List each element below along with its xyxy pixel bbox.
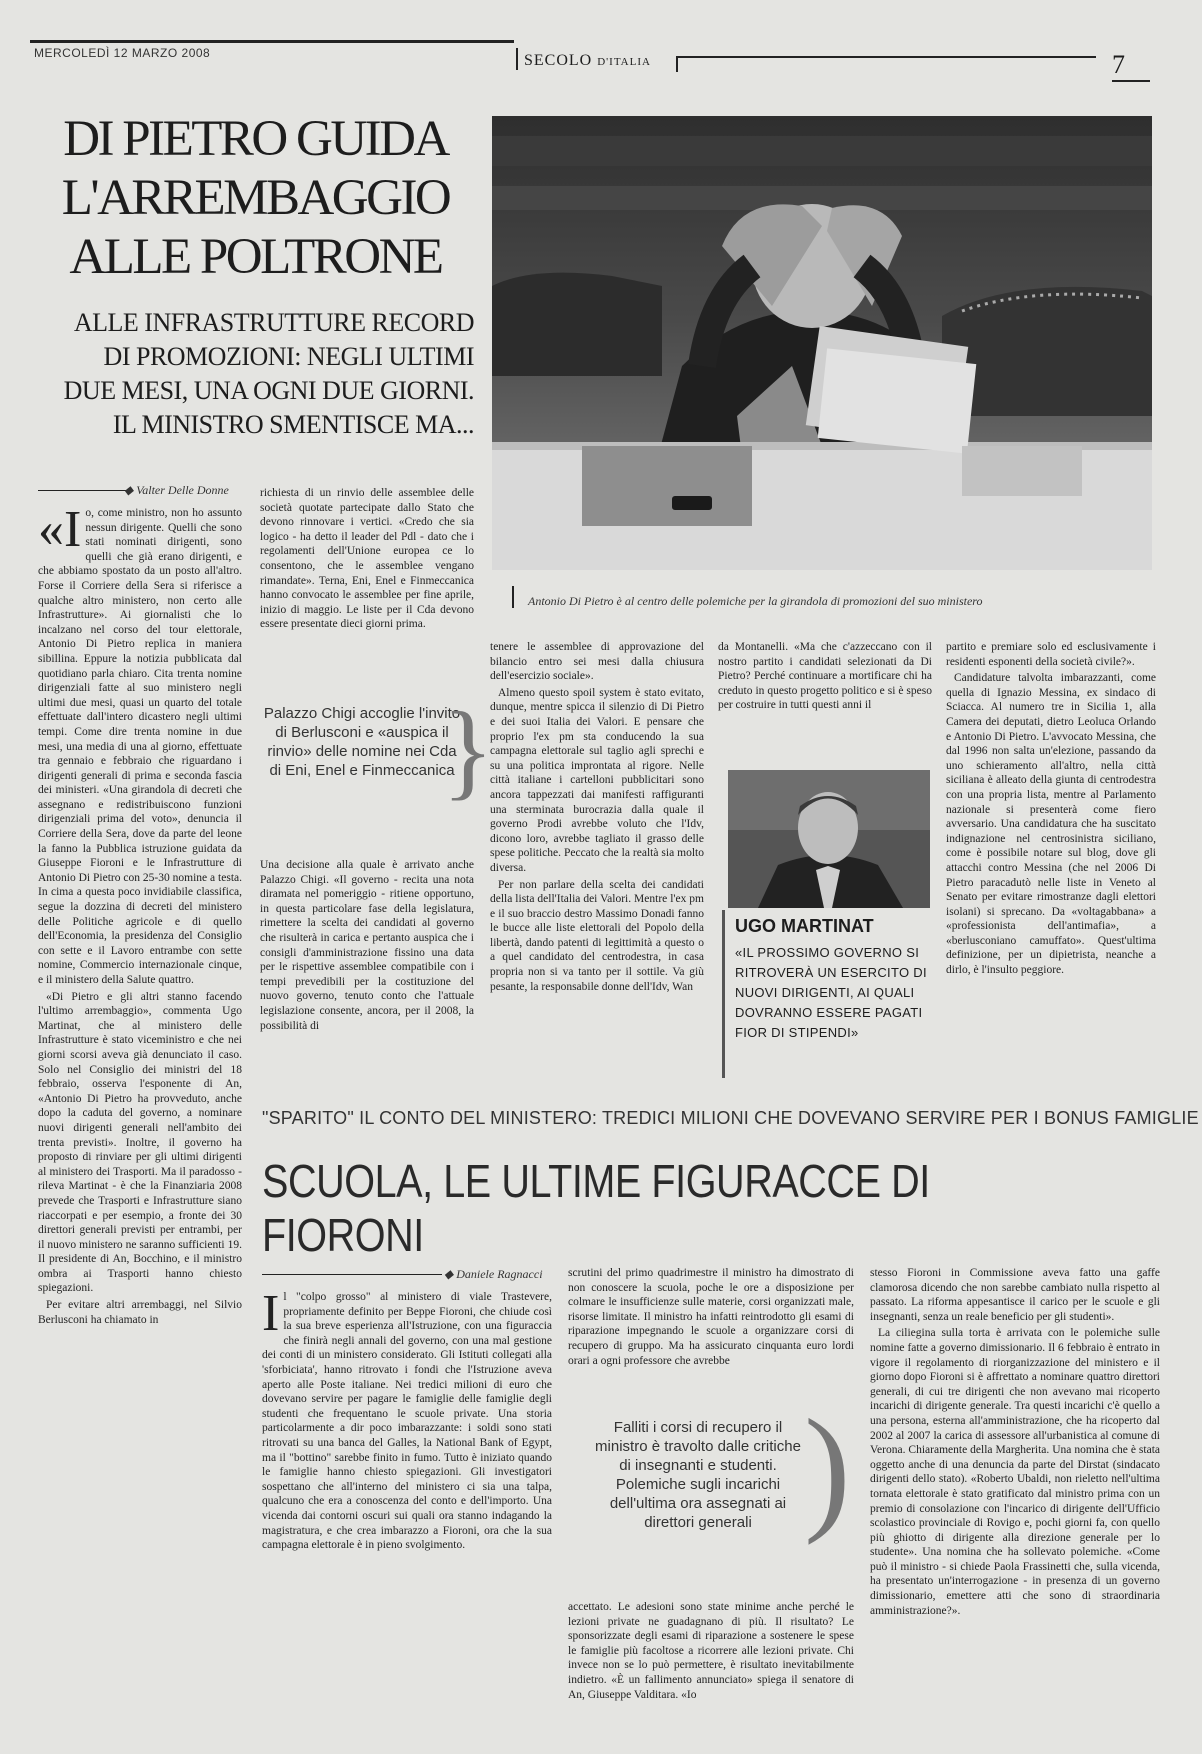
byline-rule <box>38 490 128 491</box>
page-number: 7 <box>1112 50 1125 79</box>
dropcap: «I <box>38 506 82 558</box>
article-paragraph: da Montanelli. «Ma che c'azzeccano con il nostro partito i candidati selezionati da Di Pietro? Perché continuare a mortificare chi ha creduto in questo progetto politico e si è speso per costruire in tutti questi anni il <box>718 641 932 712</box>
author-name: Daniele Ragnacci <box>456 1267 543 1281</box>
article2-byline: ◆ Daniele Ragnacci <box>444 1267 543 1281</box>
article-paragraph: stesso Fioroni in Commissione aveva fatto una gaffe clamorosa dicendo che non sarebbe cambiato nulla rispetto al passato. La riforma appesantisce il carico per le scuole e gli insegnanti, senza un reale beneficio per gli studenti». <box>870 1267 1160 1323</box>
article-paragraph: richiesta di un rinvio delle assemblee delle società quotate partecipate dallo Stato che devono rinnovare i vertici. «Credo che sia logico - ha detto il leader del Pdl - dato che i regolamenti dell'Unione europea ce lo consentono, che le assemblee vengano rimandate». Terna, Eni, Enel e Finmeccanica hanno convocato le assemblee per fine aprile, inizio di maggio. Le liste per il Cda devono essere presentate dieci giorni prima. <box>260 487 474 631</box>
author-name: Valter Delle Donne <box>136 483 229 497</box>
article2-pull-quote: Falliti i corsi di recupero il ministro è travolto dalle critiche di insegnanti e studenti. Polemiche sugli incarichi dell'ultima ora assegnati ai direttori generali <box>595 1419 801 1531</box>
article-paragraph <box>38 506 242 988</box>
interview-quote: «IL PROSSIMO GOVERNO SI RITROVERÀ UN ESERCITO DI NUOVI DIRIGENTI, AI QUALI DOVRANNO ESSERE PAGATI FIOR DI STIPENDI» <box>735 945 927 1040</box>
article-paragraph: tenere le assemblee di approvazione del bilancio entro sei mesi dalla chiusura dell'esercizio sociale». <box>490 641 704 683</box>
caption-marker <box>512 586 514 608</box>
article-paragraph: Candidature talvolta imbarazzanti, come quella di Ignazio Messina, ex sindaco di Sciacca. Al numero tre in Sicilia 1, alla Camera dei deputati, dietro Leoluca Orlando e Antonio Di Pietro. L'avvocato Messina, che dal 1996 non salta un'elezione, passando da uno schieramento all'altro, nella città siciliana è alleato della giunta di centrodestra con una propria lista, mentre al Parlamento nazionale si presenterà come fiero avversario. Una candidatura che ha suscitato indignazione nel centrosinistra siciliano, come è possibile notare sul blog, dove gli attacchi contro Messina (che nel 2006 Di Pietro paracadutò nelle liste in Veneto al Senato per evitare rimostranze dagli elettori isolani) si sprecano. Da «voltagabbana» a «professionista dell'antimafia», a «berlusconiano camuffato». Quest'ultima definizione, per un dipietrista, neanche a dirlo, è l'insulto peggiore. <box>946 672 1156 977</box>
article1-subhead <box>34 306 474 442</box>
article1-byline: ◆ Valter Delle Donne <box>124 483 229 497</box>
pull-quote-brace: ) <box>804 1391 851 1546</box>
header-tick <box>676 56 678 72</box>
headline-line: ALLE POLTRONE <box>69 229 442 285</box>
photo-caption: Antonio Di Pietro è al centro delle polemiche per la girandola di promozioni del suo ministero <box>528 594 983 608</box>
article2-column-3 <box>870 1266 1160 1732</box>
subhead-line: DUE MESI, UNA OGNI DUE GIORNI. <box>63 376 474 405</box>
page-number-underline <box>1112 80 1150 82</box>
article-paragraph: La ciliegina sulla torta è arrivata con le polemiche sulle nomine fatte a governo dimissionario. Il 6 febbraio è entrato in vigore il regolamento di riorganizzazione del ministero e il giorno dopo Fioroni si è affrettato a nominare quattro direttori generali, di cui tre dirigenti che non avevano mai ricoperto incarichi di dirigente generale. Tra questi incarichi c'è quello a una persona, esterna all'amministrazione, che ha ricoperto dal 2002 al 2007 la carica di assessore all'urbanistica al comune di Verona. Chiaramente della Margherita. Una nomina che è stata oggetto anche di una denuncia da parte del Dirstat (sindacato dirigenti dello stato). «Roberto Ubaldi, non rieletto nell'ultima tornata elettorale è stato gratificato dal ministro prima con un premio di consolazione con l'incarico di dirigente dell'Ufficio scolastico provinciale di Rovigo e, pochi giorni fa, con quello più ghiotto di dirigente alla direzione generale per lo studente». Una nomina che ha sollevato polemiche. «Come può il ministro - si chiede Paola Frassinetti che, sulla vicenda, ha presentato un'interrogazione - in presenza di un governo dimissionario, emettere atti che sono di straordinaria amministrazione?». <box>870 1327 1160 1617</box>
header-date: MERCOLEDÌ 12 MARZO 2008 <box>34 46 211 60</box>
pull-quote-brace: } <box>442 691 494 810</box>
interview-name: UGO MARTINAT <box>735 916 874 936</box>
main-photo-illustration <box>492 116 1152 570</box>
article-paragraph: Una decisione alla quale è arrivato anche Palazzo Chigi. «Il governo - recita una nota diramata nel pomeriggio - ritiene opportuno, in questa particolare fase della legislatura, rimettere la scelta dei candidati al governo che risulterà in carica e pertanto auspica che i consigli d'amministrazione fissino una data per le rispettive assemblee compatibile con i tempi prevedibili per la costituzione del nuovo governo, tenuto conto che l'attuale legislazione consente, ancora, per il 2008, la possibilità di <box>260 859 474 1032</box>
subhead-line: IL MINISTRO SMENTISCE MA... <box>112 410 474 439</box>
headline-line: L'ARREMBAGGIO <box>61 170 450 226</box>
article1-column-2b <box>260 858 474 1088</box>
article-paragraph: Per evitare altri arrembaggi, nel Silvio Berlusconi ha chiamato in <box>38 1299 242 1326</box>
subhead-line: ALLE INFRASTRUTTURE RECORD <box>73 308 474 337</box>
interview-box <box>722 910 936 1078</box>
article-paragraph: partito e premiare solo ed esclusivamente i residenti esponenti della società civile?». <box>946 641 1156 668</box>
header-rule-right <box>676 56 1096 58</box>
publication-subtitle: D'ITALIA <box>597 56 651 68</box>
article2-column-2 <box>568 1266 854 1386</box>
dropcap: I <box>262 1290 280 1342</box>
article-paragraph <box>262 1290 552 1553</box>
article1-pull-quote: Palazzo Chigi accoglie l'invito di Berlusconi e «auspica il rinvio» delle nomine nei Cda di Eni, Enel e Finmeccanica <box>263 705 461 779</box>
article2-headline: SCUOLA, LE ULTIME FIGURACCE DI FIORONI <box>262 1155 930 1261</box>
article2-column-1 <box>262 1290 552 1730</box>
main-photo <box>492 116 1152 570</box>
article-paragraph: Almeno questo spoil system è stato evitato, dunque, mentre spicca il silenzio di Di Pietro e dei suoi Italia dei Valori. E pensare che proprio l'ex pm sta conducendo la sua campagna elettorale sul taglio agli sprechi e su una politica improntata al rigore. Nelle città italiane i cartelloni pubblicitari sono ancora tappezzati dai manifesti raffiguranti una sterminata burocrazia dalla quale il governo Prodi avrebbe voluto che l'Idv, dicono loro, avrebbe tagliato il grasso delle spese politiche. Peccato che la realtà sia molto diversa. <box>490 686 704 874</box>
byline-rule-2 <box>262 1274 442 1275</box>
article1-column-2 <box>260 486 474 678</box>
headline-line: DI PIETRO GUIDA <box>63 111 448 167</box>
article1-column-3 <box>490 640 704 1086</box>
subhead-line: DI PROMOZIONI: NEGLI ULTIMI <box>103 342 474 371</box>
paragraph-text: l "colpo grosso" al ministero di viale Trastevere, propriamente definito per Beppe Fioroni, che chiude così la sua breve esperienza all'Istruzione, con una figuraccia che finirà negli annali del governo, con una mal gestione dei conti di un ministero considerato. Gli Istituti collegati alla 'sforbiciata', hanno ritrovato i fondi che l'Istruzione aveva aperto alle Poste italiane. Nei tredici milioni di euro che dovevano servire per pagare le famiglie delle famiglie degli studenti che frequentano le scuole private. Una storia particolarmente a dir poco imbarazzante: i soldi sono stati ritrovati su una banca del Galles, la National Bank of Egypt, ma il "bottino" sarebbe finito in fumo. Tutto è iniziato quando le famiglie hanno chiesto spiegazioni. Gli investigatori sospettano che all'interno del ministero ci sia una talpa, qualcuno che era a conoscenza del conto e dell'importo. Una vicenda dai contorni oscuri sui quali ora stanno indagando la magistratura, e che crea imbarazzo a Fioroni, ora che la sua campagna elettorale è in pieno svolgimento. <box>262 1291 552 1552</box>
publication-title: SECOLO <box>524 52 593 69</box>
article2-kicker: "SPARITO" IL CONTO DEL MINISTERO: TREDICI MILIONI CHE DOVEVANO SERVIRE PER I BONUS FAMIGLIE <box>262 1108 1199 1128</box>
article1-column-4 <box>718 640 932 746</box>
article-paragraph: accettato. Le adesioni sono state minime anche perché le lezioni private ne guadagnano di più. Il risultato? Le sponsorizzate degli esami di riparazione a sostenere le spese le famiglie più facoltose a ricorrere alle lezioni private. Chi invece non se lo può permettere, è risultato inevitabilmente indietro. «È un fallimento annunciato» spiega il senatore di An, Giuseppe Valditara. «Io <box>568 1601 854 1701</box>
martinat-portrait <box>728 770 930 908</box>
header-divider <box>516 48 518 70</box>
article1-column-1 <box>38 506 242 1724</box>
article-paragraph: Per non parlare della scelta dei candidati della lista dell'Italia dei Valori. Mentre l'ex pm e il suo braccio destro Massimo Donadi fanno le bucce alle liste elettorali del Popolo della libertà, dando patenti di legittimità a questo o a quel candidato del centrodestra, in casa propria non si va tanto per il sottile. Va giù pesante, la responsabile donne dell'Idv, Wan <box>490 878 704 993</box>
article-paragraph: scrutini del primo quadrimestre il ministro ha dimostrato di non conoscere la scuola, poche le ore a disposizione per colmare le insufficienze sulle materie, corsi organizzati male, risorse limitate. Il ministro ha infatti reintrodotto gli esami di riparazione impegnando le scuole a organizzare corsi di recupero di gruppo. Ma ha assicurato cinquanta euro lordi orari a ogni professore che avrebbe <box>568 1267 854 1367</box>
article1-headline <box>38 110 473 287</box>
paragraph-text: o, come ministro, non ho assunto nessun dirigente. Quelli che sono stati nominati dirigenti, sono quelli che già erano dirigenti, e che abbiamo spostato da un posto all'altro. Forse il Corriere della Sera si riferisce a qualche altro ministero, non certo alle Infrastrutture». Ai giornalisti che lo incalzano nel corso del tour elettorale, Antonio Di Pietro replica in maniera sibillina. Eppure la notizia pubblicata dal quotidiano parla chiaro. Cita trenta nomine dirigenziali fatte al suo ministero negli ultimi due mesi, quasi un quarto del totale effettuate dall'intero dicastero negli ultimi tempi. Come dire trenta nomine in due mesi, una media di una al giorno, effettuate tra gennaio e febbraio che riguardano i dirigenti generali di prima e seconda fascia dei ministeri. «Una girandola di decreti che assegnano e redistribuiscono funzioni dirigenziali prima del voto», denuncia il Corriere della Sera, dove da parte del leone la fanno la Pubblica istruzione guidata da Giuseppe Fioroni e le Infrastrutture di Antonio Di Pietro con 25-30 nomine a testa. In cima a questa poco invidiabile classifica, segue la dozzina di decreti del ministero delle Politiche agricole e di quello dell'Economia, la presidenza del Consiglio con sette e il Lavoro entrambe con sette nomine, Commercio internazionale cinque, e il ministero della Salute quattro. <box>38 507 242 986</box>
header-rule-left <box>30 40 514 43</box>
publication-name <box>524 52 651 70</box>
martinat-photo <box>728 770 930 908</box>
article2-column-2b <box>568 1600 854 1732</box>
article1-column-5 <box>946 640 1156 1080</box>
article-paragraph: «Di Pietro e gli altri stanno facendo l'ultimo arrembaggio», commenta Ugo Martinat, che al ministero delle Infrastrutture è stato viceministro e che nei giorni scorsi aveva già denunciato il caso. Solo nel Consiglio dei ministri del 18 febbraio, osserva l'esponente di An, «Antonio Di Pietro ha provveduto, anche dopo la caduta del governo, a nominare nuovi dirigenti generali nell'ambito dei trenta previsti». Inoltre, il governo ha proposto di rinviare per gli ultimi dirigenti al ministero dei Trasporti. Ma il paradosso - rileva Martinat - è che la Finanziaria 2008 prevede che Trasporti e Infrastrutture siano riaccorpati e per esempio, a fronte dei 30 direttori generali previsti per entrambi, per il nuovo ministero ne saranno sufficienti 19. Il presidente di An, Bocchino, e il ministro ombra ai Trasporti hanno chiesto spiegazioni. <box>38 990 242 1295</box>
